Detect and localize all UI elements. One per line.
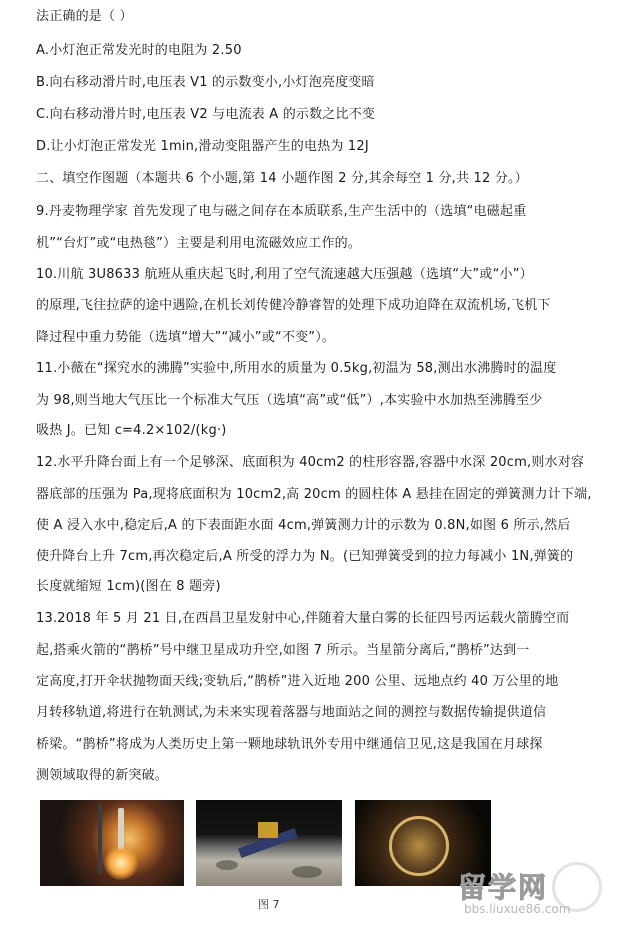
section-heading: 二、填空作图题（本题共 6 个小题,第 14 小题作图 2 分,其余每空 1 分,共 12 分。） (36, 171, 528, 186)
option-b: B.向右移动滑片时,电压表 V1 的示数变小,小灯泡亮度变暗 (36, 75, 375, 90)
question-12-line-2: 器底部的压强为 Pa,现将底面积为 10cm2,高 20cm 的圆柱体 A 悬挂在固定的弹簧测力计下端, (36, 487, 592, 502)
question-9-line-1: 9.丹麦物理学家 首先发现了电与磁之间存在本质联系,生产生活中的（选填“电磁起重 (36, 204, 527, 219)
rocket (118, 808, 124, 850)
question-12-line-5: 长度就缩短 1cm)(图在 8 题旁) (36, 579, 221, 594)
parabolic-antenna (389, 816, 449, 876)
question-13-line-4: 月转移轨道,将进行在轨测试,为未来实现着落器与地面站之间的测控与数据传输提供道信 (36, 705, 547, 720)
watermark-logo: 留学网 (458, 871, 549, 904)
text-line: 法正确的是（ ） (36, 9, 133, 24)
question-13-line-3: 定高度,打开伞状抛物面天线;变轨后,“鹊桥”进入近地 200 公里、远地点约 40 万公里的地 (36, 674, 559, 689)
question-12-line-1: 12.水平升降台面上有一个足够深、底面积为 40cm2 的柱形容器,容器中水深 20cm,则水对容 (36, 455, 585, 470)
question-11-line-3: 吸热 J。已知 c=4.2×102/(kg·) (36, 423, 227, 438)
question-13-line-5: 桥梁。“鹊桥”将成为人类历史上第一颗地球轨讯外专用中继通信卫见,这是我国在月球探 (36, 737, 543, 752)
launch-tower (98, 804, 102, 874)
watermark (454, 866, 606, 920)
question-12-line-3: 使 A 浸入水中,稳定后,A 的下表面距水面 4cm,弹簧测力计的示数为 0.8N,如图 6 所示,然后 (36, 518, 571, 533)
question-13-line-6: 测领域取得的新突破。 (36, 768, 169, 783)
question-10-line-3: 降过程中重力势能（选填“增大”“减小”或“不变”）。 (36, 330, 336, 345)
satellite-body (258, 822, 278, 838)
question-11-line-1: 11.小薇在“探究水的沸腾”实验中,所用水的质量为 0.5kg,初温为 58,测出水沸腾时的温度 (36, 361, 557, 376)
rocket-flame (104, 846, 138, 880)
question-11-line-2: 为 98,则当地大气压比一个标准大气压（选填“高”或“低”）,本实验中水加热至沸腾至少 (36, 393, 543, 408)
relay-satellite-over-moon-photo (196, 800, 342, 886)
question-13-line-1: 13.2018 年 5 月 21 日,在西昌卫星发射中心,伴随着大量白雾的长征四号丙运载火箭腾空而 (36, 611, 570, 626)
moon-crater (292, 866, 322, 878)
question-12-line-4: 使升降台上升 7cm,再次稳定后,A 所受的浮力为 N。(已知弹簧受到的拉力每减小 1N,弹簧的 (36, 549, 574, 564)
option-c: C.向右移动滑片时,电压表 V2 与电流表 A 的示数之比不变 (36, 107, 376, 122)
question-10-line-2: 的原理,飞往拉萨的途中遇险,在机长刘传健冷静睿智的处理下成功迫降在双流机场,飞机下 (36, 298, 551, 313)
question-10-line-1: 10.川航 3U8633 航班从重庆起飞时,利用了空气流速越大压强越（选填“大”或“小”） (36, 267, 533, 282)
moon-crater (216, 860, 238, 870)
question-13-line-2: 起,搭乘火箭的“鹊桥”号中继卫星成功升空,如图 7 所示。当星箭分离后,“鹊桥”达到一 (36, 643, 530, 658)
watermark-url: bbs.liuxue86.com (464, 902, 571, 916)
rocket-launch-photo (40, 800, 184, 886)
figure-caption: 图 7 (258, 898, 280, 911)
option-d: D.让小灯泡正常发光 1min,滑动变阻器产生的电热为 12J (36, 139, 369, 154)
question-9-line-2: 机”“台灯”或“电热毯”）主要是利用电流磁效应工作的。 (36, 236, 362, 251)
option-a: A.小灯泡正常发光时的电阻为 2.50 (36, 43, 242, 58)
